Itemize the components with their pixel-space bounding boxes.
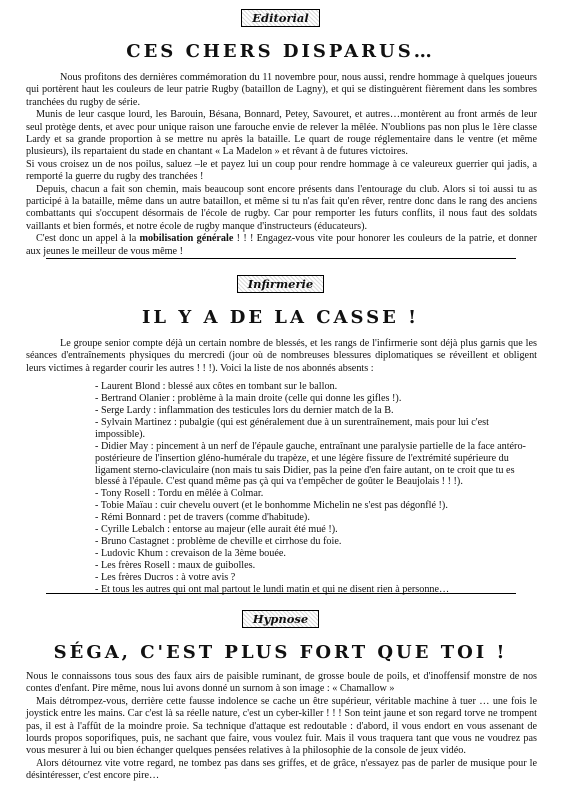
list-item: - Les frères Ducros : à votre avis ? [95,572,535,584]
list-item: - Tony Rosell : Tordu en mêlée à Colmar. [95,488,535,500]
section-divider [46,258,516,259]
paragraph: Nous le connaissons tous sous des faux airs de paisible ruminant, de grosse boule de poils, et d'inoffensif monstre de nos contes d'enfant. Pire même, nous lui avons donné un surnom à son image : « Chamallow » [26,671,537,695]
paragraph: Nous profitons des dernières commémoration du 11 novembre pour, nous aussi, rendre hommage à quelques joueurs qui portèrent haut les couleurs de leur patrie Rugby (bataillon de Lagny), et qui se distinguèrent fièrement dans les sombres tranchées du rugby de série. [26,72,537,108]
list-item: - Didier May : pincement à un nerf de l'épaule gauche, entraînant une paralysie partielle de la face antéro-postérieure de l'insertion gléno-humérale du trapèze, et une légère fissure de l'extrémité supérieure du ligament sterno-claviculaire (non mais tu sais Didier, pas la peine d'en faire autant, on te croit que tu es blessé à l'épaule. C'est quand même pas çà qui va t'empêcher de goûter le Beaujolais ! ! !). [95,441,535,489]
list-item: - Les frères Rosell : maux de guibolles. [95,560,535,572]
paragraph: Depuis, chacun a fait son chemin, mais beaucoup sont encore présents dans l'entourage du club. Alors si toi aussi tu as participé à la bataille, même dans un autre bataillon, et même si tu n'as fait qu'en rêver, rentre donc dans le rang des anciens combattants qui s'occupent désormais de l'école de rugby. Car pour remporter les futurs conflits, il nous faut des soldats vaillants et bien formés, et notre école de rugby manque d'instructeurs (éducateurs). [26,183,537,232]
injury-list [0,381,561,595]
infirmerie-section [0,275,561,596]
section-divider [46,593,516,594]
list-item: - Tobie Maïau : cuir chevelu ouvert (et le bonhomme Michelin ne s'est pas dégonflé !). [95,500,535,512]
section-badge: Infirmerie [237,275,324,293]
paragraph: Le groupe senior compte déjà un certain nombre de blessés, et les rangs de l'infirmerie sont déjà plus garnis que les séances d'entraînements physiques du mercredi (jour où de nombreuses blessures diplomatiques se réveillent et obligent leurs victimes à regarder courir les autres ! ! !). Voici la liste de nos abonnés absents : [26,338,537,374]
hypnose-section [0,610,561,783]
list-item: - Et tous les autres qui ont mal partout le lundi matin et qui ne disent rien à personne… [95,584,535,596]
list-item: - Cyrille Lebalch : entorse au majeur (elle aurait été mué !). [95,524,535,536]
list-item: - Bertrand Olanier : problème à la main droite (celle qui donne les gifles !). [95,393,535,405]
paragraph: Mais détrompez-vous, derrière cette fausse indolence se cache un être supérieur, véritable machine à tuer … une fois le joystick entre les mains. Car c'est là sa réelle nature, c'est un cyber-killer ! ! ! Son teint jaune et son regard torve ne trompent pas, il est à l'affût de la moindre proie. Sa technique d'attaque est redoutable : d'abord, il vous endort en vous assenant de lourds propos soporifiques, puis, ne sachant que faire, vous voulez fuir. Mais il vous traquera tant que vous ne voudrez pas vous mesurer à lui ou bien échanger quelques pensées relatives à la philosophie de la console de jeux vidéo. [26,695,537,757]
editorial-section [0,9,561,258]
section-title: IL Y A DE LA CASSE ! [142,307,419,328]
section-badge: Hypnose [242,610,319,628]
section-badge: Editorial [241,9,319,27]
list-item: - Rémi Bonnard : pet de travers (comme d'habitude). [95,512,535,524]
emphasis: mobilisation générale [139,233,234,245]
section-title: SÉGA, C'EST PLUS FORT QUE TOI ! [53,642,508,663]
list-item: - Bruno Castagnet : problème de cheville et cirrhose du foie. [95,536,535,548]
list-item: - Laurent Blond : blessé aux côtes en tombant sur le ballon. [95,381,535,393]
list-item: - Ludovic Khum : crevaison de la 3ème bouée. [95,548,535,560]
list-item: - Sylvain Martinez : pubalgie (qui est généralement due à un surentraînement, mais pour lui c'est impossible). [95,417,535,441]
paragraph: Si vous croisez un de nos poilus, saluez –le et payez lui un coup pour rendre hommage à ce valeureux guerrier qui jadis, a remporté la guerre du rugby des tranchées ! [26,158,537,183]
list-item: - Serge Lardy : inflammation des testicules lors du dernier match de la B. [95,405,535,417]
paragraph: Alors détournez vite votre regard, ne tombez pas dans ses griffes, et de grâce, n'essayez pas de parler de musique pour le désintéresser, c'est encore pire… [26,757,537,782]
paragraph: C'est donc un appel à la mobilisation générale ! ! ! Engagez-vous vite pour honorer les couleurs de la patrie, et donner aux jeunes le meilleur de vous même ! [26,233,537,257]
section-title: CES CHERS DISPARUS… [126,41,435,62]
paragraph: Munis de leur casque lourd, les Barouin, Bésana, Bonnard, Petey, Savouret, et autres…montèrent au front armés de leur seul protège dents, et avec pour unique raison une farouche envie de relever la mêlée. N'oublions pas non plus le 1ère classe Lardy et sa grande proportion à se mettre nu après la bataille. Le quart de rouge réglementaire dans le ventre (et même plusieurs), ils repartaient du stade en chantant « La Madelon » et rêvant à de futures victoires. [26,109,537,158]
